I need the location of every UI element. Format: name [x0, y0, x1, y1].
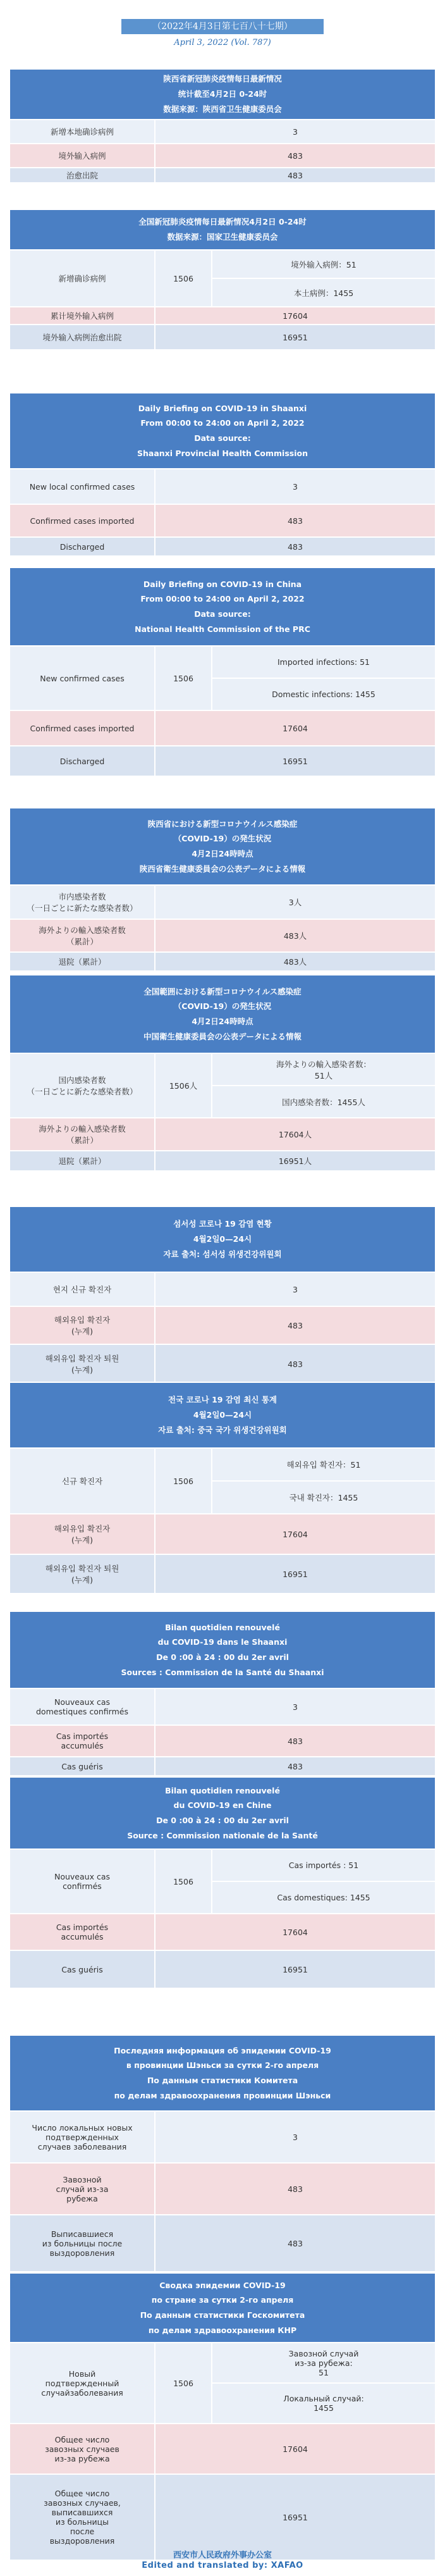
row-value: 483 — [288, 1359, 303, 1369]
row-value: 483 — [288, 542, 303, 552]
row-label: New local confirmed cases — [10, 469, 155, 504]
header-line: Daily Briefing on COVID-19 in China — [143, 579, 302, 589]
header-line: по делам здравоохранения КНР — [148, 2325, 297, 2335]
row-sub-value: 海外よりの輸入感染者数： 51人 — [276, 1059, 371, 1081]
header-line: 전국 코로나 19 감염 최신 통계 — [168, 1395, 277, 1405]
header-line: 统计截至4月2日 0-24时 — [178, 89, 267, 99]
header-line: Daily Briefing on COVID-19 in Shaanxi — [138, 403, 307, 413]
header-line: De 0 :00 à 24 : 00 du 2er avril — [156, 1816, 289, 1825]
row-label: Общее число завозных случаев из-за рубежа — [10, 2424, 155, 2474]
row-label: 해외유입 확진자 (누계) — [10, 1514, 155, 1554]
header-line: Data source: — [194, 609, 251, 619]
row-value: 16951 — [283, 1569, 308, 1579]
china-briefing-ko — [9, 1382, 436, 1594]
section-header — [10, 70, 435, 120]
row-value: 483 — [288, 1736, 303, 1746]
row-label: Nouveaux cas confirmés — [10, 1850, 155, 1913]
header-line: （COVID-19）の発生状況 — [173, 1001, 272, 1012]
header-line: National Health Commission of the PRC — [135, 624, 310, 634]
header-line: Сводка эпидемии COVID-19 — [159, 2280, 286, 2290]
row-value: 3 — [293, 2132, 298, 2142]
china-briefing-en — [9, 567, 436, 777]
section-header — [10, 1612, 435, 1689]
header-line: Bilan quotidien renouvelé — [165, 1785, 280, 1795]
row-total: 1506人 — [155, 1054, 212, 1117]
row-label: Новый подтвержденный случайзаболевания — [10, 2343, 155, 2423]
row-label: 海外よりの輸入感染者数 （累計） — [10, 1118, 155, 1150]
section-header — [10, 2274, 435, 2343]
section-header — [10, 808, 435, 886]
date-line: April 3, 2022 (Vol. 787) — [174, 38, 271, 47]
footer-org-name: 西安市人民政府外事办公室 — [173, 2551, 272, 2560]
header-line: Source : Commission nationale de la Santé — [127, 1830, 318, 1840]
header-line: 자료 출처: 중국 국가 위생건강위원회 — [158, 1425, 287, 1435]
row-value: 483 — [288, 2184, 303, 2194]
row-label: 退院（累計） — [10, 953, 155, 970]
header-line: du COVID-19 en Chine — [173, 1800, 272, 1811]
header-line: 全国新冠肺炎疫情每日最新情况4月2日 0-24时 — [138, 217, 307, 227]
shaanxi-briefing-ko — [9, 1206, 436, 1384]
shaanxi-briefing-zh — [9, 68, 436, 183]
row-total: 1506 — [155, 1850, 212, 1913]
header-line: 数据来源：国家卫生健康委员会 — [167, 232, 278, 242]
header-line: From 00:00 to 24:00 on April 2, 2022 — [140, 418, 305, 428]
row-label: 退院（累計） — [10, 1151, 155, 1170]
row-sub-value: 本土病例：1455 — [212, 278, 435, 306]
header-line: 4月2日24時時点 — [192, 849, 253, 858]
header-line: по стране за сутки 2-го апреля — [151, 2295, 294, 2305]
row-value: 3 — [293, 1702, 298, 1712]
row-label: Cas guéris — [10, 1951, 155, 1988]
header-line: From 00:00 to 24:00 on April 2, 2022 — [140, 594, 305, 604]
row-value: 483 — [288, 1761, 303, 1771]
section-header — [10, 393, 435, 469]
row-label: 해외유입 확진자 (누계) — [10, 1307, 155, 1344]
row-label: 신규 확진자 — [10, 1449, 155, 1513]
shaanxi-briefing-fr — [9, 1611, 436, 1776]
row-value: 17604人 — [278, 1130, 312, 1139]
header-line: （COVID-19）の発生状況 — [173, 834, 272, 844]
row-value: 16951 — [283, 756, 308, 766]
row-label: Cas guéris — [10, 1757, 155, 1775]
row-label: Nouveaux cas domestiques confirmés — [10, 1689, 155, 1725]
china-briefing-fr — [9, 1776, 436, 1989]
row-label: Завозной случай из-за рубежа — [10, 2164, 155, 2214]
row-label: Выписавшиеся из больницы после выздоровления — [10, 2215, 155, 2271]
row-value: 17604 — [283, 723, 308, 733]
row-label: 新增本地确诊病例 — [10, 120, 155, 143]
row-label: 현지 신규 확진자 — [10, 1273, 155, 1306]
header-line: По данным статистики Госкомитета — [140, 2310, 305, 2320]
section-header — [10, 1207, 435, 1273]
row-label: 해외유입 확진자 퇴원 (누계) — [10, 1555, 155, 1593]
header-line: 4월2일0—24시 — [193, 1410, 252, 1420]
header-line: 陝西省における新型コロナウイルス感染症 — [147, 819, 298, 829]
shaanxi-briefing-en — [9, 392, 436, 557]
row-value: 483 — [288, 516, 303, 526]
header-line: 4月2日24時時点 — [192, 1017, 253, 1026]
row-label: New confirmed cases — [10, 647, 155, 710]
row-label: Общее число завозных случаев, выписавшихся из больницы после выздоровления — [10, 2475, 155, 2560]
row-sub-value: 国内感染者数：1455人 — [212, 1085, 435, 1117]
row-value: 16951 — [283, 1964, 308, 1974]
row-value: 483 — [288, 170, 303, 180]
header-line: Sources : Commission de la Santé du Shaanxi — [121, 1667, 324, 1677]
section-header — [10, 1778, 435, 1850]
section-header — [10, 975, 435, 1054]
row-value: 17604 — [283, 2444, 308, 2454]
header-line: Shaanxi Provincial Health Commission — [137, 448, 308, 458]
shaanxi-briefing-ru — [9, 2034, 436, 2272]
row-value: 16951 — [283, 332, 308, 342]
header-line: в провинции Шэньси за сутки 2-го апреля — [126, 2060, 319, 2071]
row-label: 해외유입 확진자 퇴원 (누계) — [10, 1345, 155, 1383]
shaanxi-briefing-ja — [9, 807, 436, 972]
header-line: 数据来源：陕西省卫生健康委员会 — [163, 104, 282, 114]
row-total: 1506 — [155, 647, 212, 710]
row-total: 1506 — [155, 2343, 212, 2423]
header-line: 全国範囲における新型コロナウイルス感染症 — [143, 986, 302, 996]
footer-credit: Edited and translated by: XAFAO — [142, 2561, 303, 2570]
row-value: 3 — [293, 481, 298, 492]
china-briefing-zh — [9, 209, 436, 350]
row-label: Cas importés accumulés — [10, 1914, 155, 1950]
header-line: Bilan quotidien renouvelé — [165, 1622, 280, 1632]
china-briefing-ru — [9, 2272, 436, 2561]
row-label: Cas importés accumulés — [10, 1726, 155, 1756]
row-value: 483人 — [283, 957, 307, 967]
row-label: 累计境外输入病例 — [10, 307, 155, 324]
row-value: 483 — [288, 151, 303, 161]
row-label: 新增确诊病例 — [10, 251, 155, 306]
row-sub-value: Cas importés : 51 — [288, 1861, 359, 1870]
china-briefing-ja — [9, 974, 436, 1172]
header-line: по делам здравоохранения провинции Шэньси — [114, 2090, 331, 2100]
row-sub-value: Imported infections: 51 — [277, 657, 370, 667]
row-label: Discharged — [10, 538, 155, 555]
row-sub-value: 境外输入病例：51 — [291, 259, 357, 269]
header-line: De 0 :00 à 24 : 00 du 2er avril — [156, 1652, 289, 1662]
header-line: 陕西省新冠肺炎疫情每日最新情况 — [163, 74, 282, 84]
section-header — [10, 568, 435, 647]
header-line: 자료 출처: 섬서성 위생건강위원회 — [163, 1249, 282, 1259]
header-line: По данным статистики Комитета — [147, 2076, 298, 2085]
row-label: Discharged — [10, 746, 155, 776]
row-sub-value: 해외유입 확진자：51 — [286, 1460, 361, 1470]
row-value: 16951人 — [278, 1156, 312, 1166]
row-sub-value: Завозной случай из-за рубежа: 51 — [288, 2348, 359, 2377]
header-line: 陝西省衛生健康委員会の公表データによる情報 — [139, 864, 306, 874]
row-total: 1506 — [155, 251, 212, 306]
row-label: 国内感染者数 （一日ごとに新たな感染者数） — [10, 1054, 155, 1117]
row-sub-value: Domestic infections: 1455 — [212, 678, 435, 710]
row-value: 483人 — [283, 931, 307, 941]
row-value: 17604 — [283, 1927, 308, 1937]
row-total: 1506 — [155, 1449, 212, 1513]
header-line: 섬서성 코로나 19 감염 현황 — [173, 1219, 272, 1229]
header-line: Последняя информация об эпидемии COVID-19 — [114, 2045, 331, 2055]
header-line: 中国衛生健康委員会の公表データによる情報 — [143, 1031, 302, 1041]
row-sub-value: Локальный случай: 1455 — [212, 2382, 435, 2423]
header-line: Data source: — [194, 433, 251, 443]
row-label: 治愈出院 — [10, 168, 155, 182]
row-label: 境外输入病例治愈出院 — [10, 325, 155, 349]
row-value: 483 — [288, 1320, 303, 1330]
row-label: Confirmed cases imported — [10, 505, 155, 536]
row-value: 3 — [293, 127, 298, 137]
row-label: 境外输入病例 — [10, 144, 155, 167]
row-value: 16951 — [283, 2512, 308, 2522]
row-value: 3人 — [288, 898, 302, 907]
section-header — [10, 2036, 435, 2112]
date-badge: （2022年4月3日第七百八十七期） — [121, 19, 324, 34]
section-header — [10, 1383, 435, 1449]
row-value: 3 — [293, 1284, 298, 1294]
row-value: 17604 — [283, 311, 308, 321]
header-line: 4월2일0—24시 — [193, 1234, 252, 1244]
row-label: Число локальных новых подтвержденных случаев заболевания — [10, 2112, 155, 2162]
row-label: 海外よりの輸入感染者数 （累計） — [10, 920, 155, 951]
header-line: du COVID-19 dans le Shaanxi — [157, 1637, 288, 1647]
row-sub-value: Cas domestiques: 1455 — [212, 1881, 435, 1913]
row-sub-value: 국내 확진자：1455 — [212, 1480, 435, 1513]
row-value: 17604 — [283, 1529, 308, 1539]
row-value: 483 — [288, 2238, 303, 2248]
section-header — [10, 210, 435, 251]
row-label: 市内感染者数 （一日ごとに新たな感染者数） — [10, 886, 155, 919]
row-label: Confirmed cases imported — [10, 711, 155, 745]
